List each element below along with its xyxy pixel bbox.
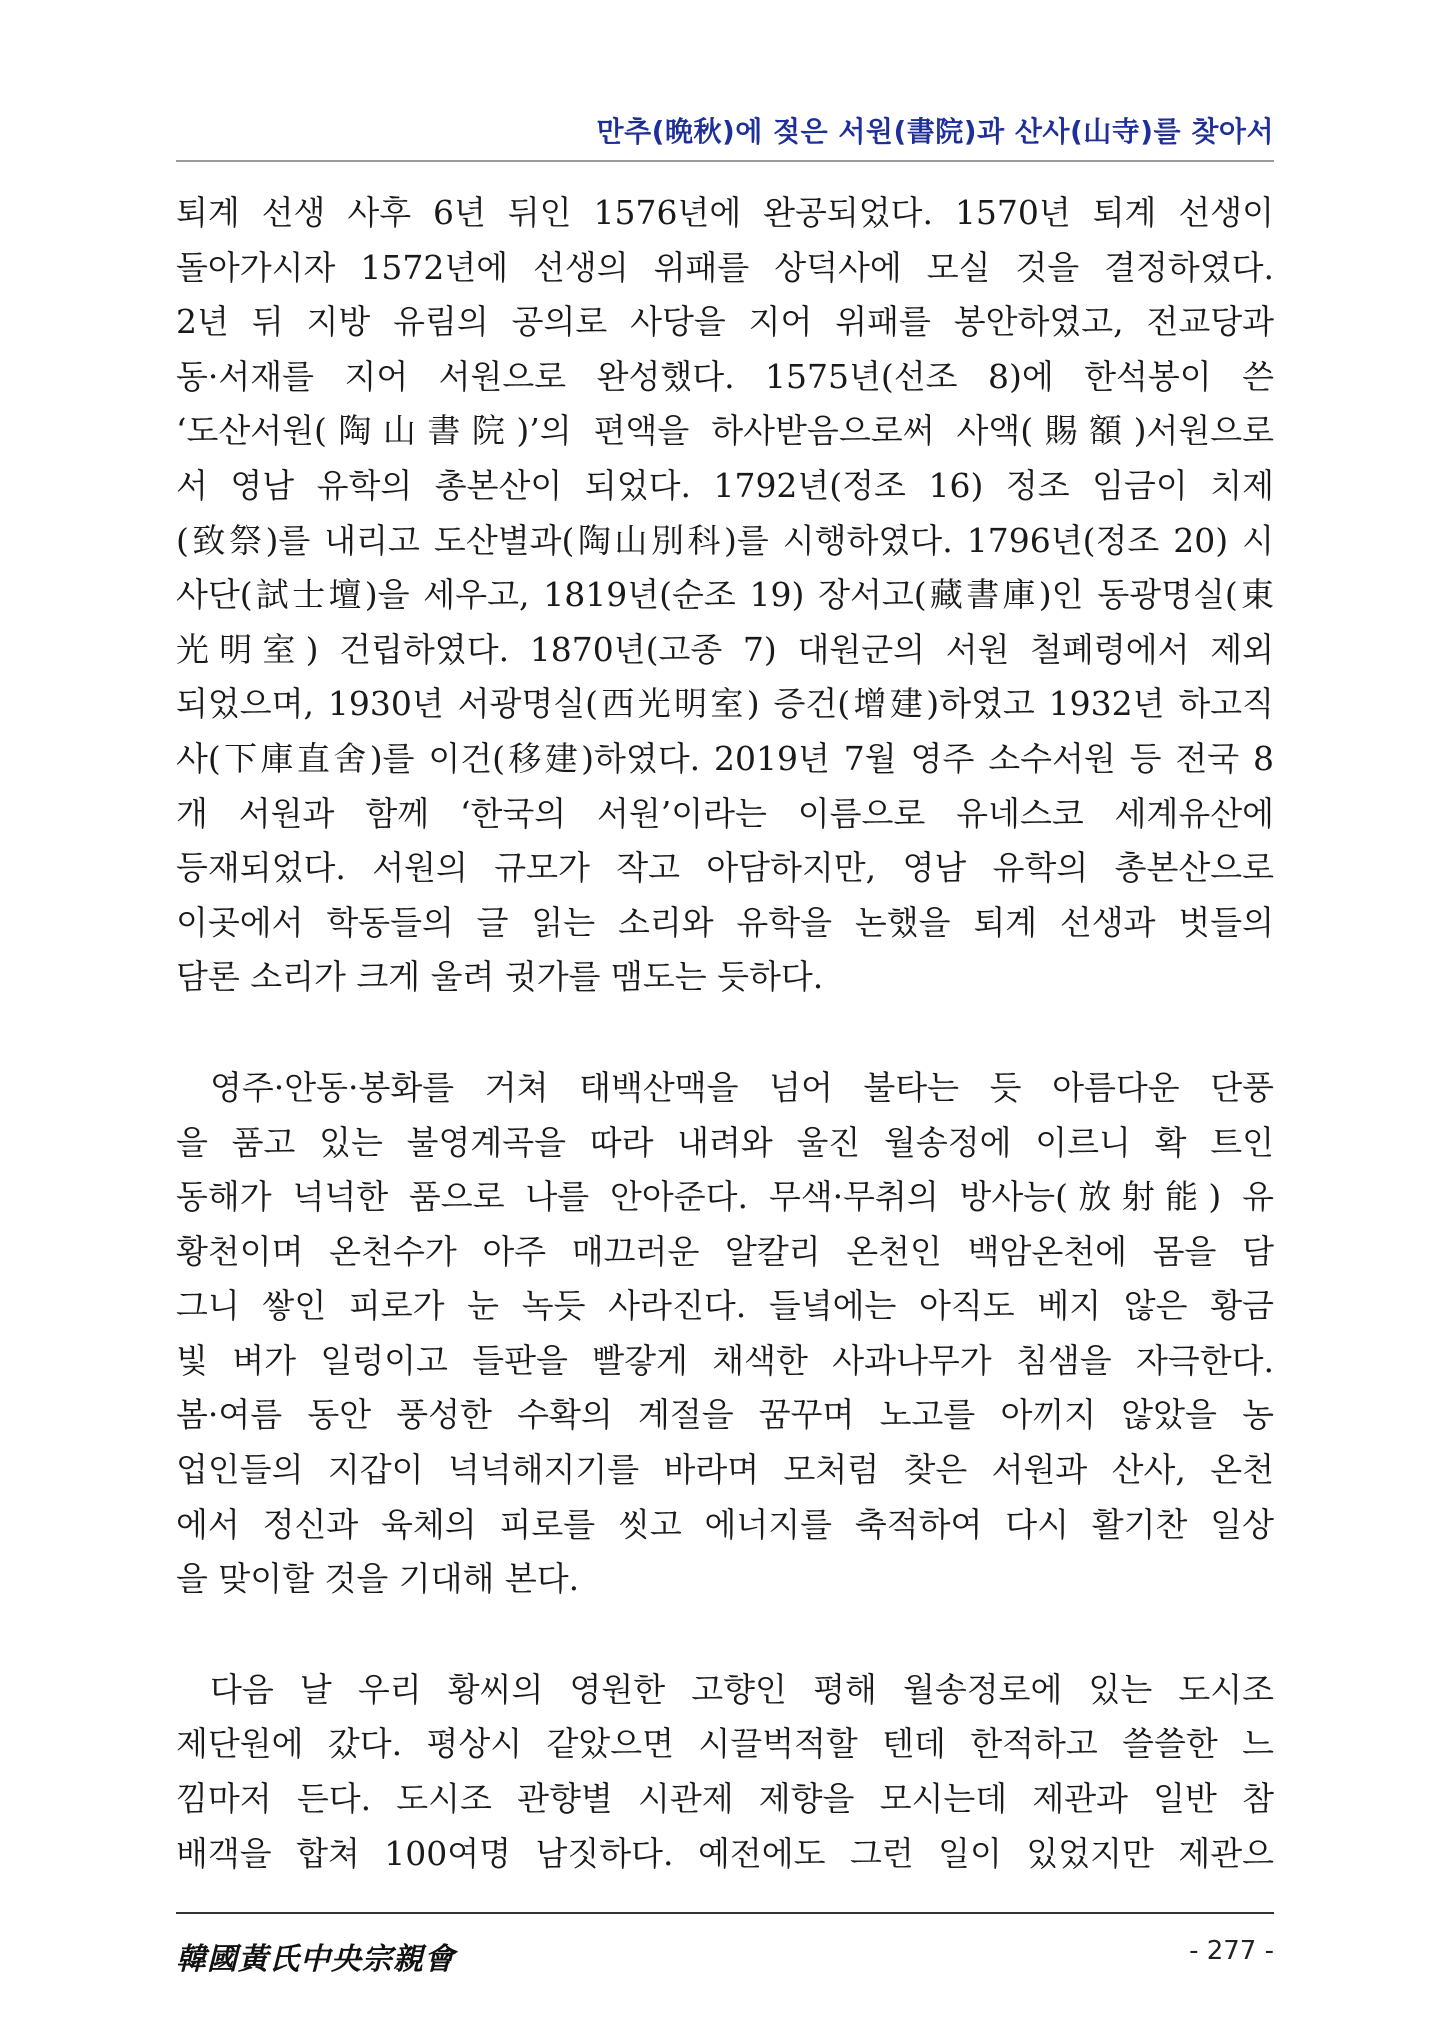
text-line: 사(下庫直舍)를 이건(移建)하였다. 2019년 7월 영주 소수서원 등 전국 8	[176, 738, 1274, 778]
text-line: (致祭)를 내리고 도산별과(陶山別科)를 시행하였다. 1796년(정조 20) 시	[176, 520, 1274, 560]
text-line: 이곳에서 학동들의 글 읽는 소리와 유학을 논했을 퇴계 선생과 벗들의	[176, 902, 1274, 942]
paragraph-2	[176, 1061, 1274, 1607]
text-line: 서 영남 유학의 총본산이 되었다. 1792년(정조 16) 정조 임금이 치제	[176, 465, 1274, 505]
text-line: 배객을 합쳐 100여명 남짓하다. 예전에도 그런 일이 있었지만 제관으	[176, 1833, 1274, 1873]
text-line: 업인들의 지갑이 넉넉해지기를 바라며 모처럼 찾은 서원과 산사, 온천	[176, 1450, 1274, 1490]
clan-association-logo: 韓國黃氏中央宗親會	[176, 1942, 455, 1977]
text-line: 영주·안동·봉화를 거쳐 태백산맥을 넘어 불타는 듯 아름다운 단풍	[210, 1067, 1274, 1107]
text-line: 에서 정신과 육체의 피로를 씻고 에너지를 축적하여 다시 활기찬 일상	[176, 1504, 1274, 1544]
text-line: 퇴계 선생 사후 6년 뒤인 1576년에 완공되었다. 1570년 퇴계 선생이	[176, 193, 1274, 232]
text-line: 봄·여름 동안 풍성한 수확의 계절을 꿈꾸며 노고를 아끼지 않았을 농	[176, 1395, 1274, 1435]
article-body	[176, 186, 1274, 1937]
text-line: 제단원에 갔다. 평상시 같았으면 시끌벅적할 텐데 한적하고 쓸쓸한 느	[176, 1724, 1274, 1764]
text-line: 황천이며 온천수가 아주 매끄러운 알칼리 온천인 백암온천에 몸을 담	[176, 1231, 1274, 1271]
text-line: 돌아가시자 1572년에 선생의 위패를 상덕사에 모실 것을 결정하였다.	[176, 247, 1274, 287]
text-line: 을 맞이할 것을 기대해 본다.	[176, 1559, 580, 1599]
text-line: 사단(試士壇)을 세우고, 1819년(순조 19) 장서고(藏書庫)인 동광명실(東	[176, 575, 1274, 615]
text-line: 을 품고 있는 불영계곡을 따라 내려와 울진 월송정에 이르니 확 트인	[176, 1122, 1274, 1162]
paragraph-1	[176, 186, 1274, 1005]
text-line: ‘도산서원(陶山書院)’의 편액을 하사받음으로써 사액(賜額)서원으로	[176, 411, 1274, 451]
text-line: 다음 날 우리 황씨의 영원한 고향인 평해 월송정로에 있는 도시조	[210, 1669, 1274, 1709]
text-line: 光明室) 건립하였다. 1870년(고종 7) 대원군의 서원 철폐령에서 제외	[176, 629, 1274, 669]
paragraph-3	[176, 1663, 1274, 1881]
text-line: 그니 쌓인 피로가 눈 녹듯 사라진다. 들녘에는 아직도 베지 않은 황금	[176, 1286, 1274, 1326]
running-header	[176, 104, 1274, 162]
text-line: 담론 소리가 크게 울려 귓가를 맴도는 듯하다.	[176, 957, 824, 997]
text-line: 동해가 넉넉한 품으로 나를 안아준다. 무색·무취의 방사능(放射能) 유	[176, 1177, 1274, 1217]
text-line: 낌마저 든다. 도시조 관향별 시관제 제향을 모시는데 제관과 일반 참	[176, 1779, 1274, 1819]
header-title: 만추(晩秋)에 젖은 서원(書院)과 산사(山寺)를 찾아서	[596, 115, 1274, 148]
text-line: 빛 벼가 일렁이고 들판을 빨갛게 채색한 사과나무가 침샘을 자극한다.	[176, 1340, 1274, 1380]
text-line: 개 서원과 함께 ‘한국의 서원’이라는 이름으로 유네스코 세계유산에	[176, 793, 1274, 833]
text-line: 되었으며, 1930년 서광명실(西光明室) 증건(增建)하였고 1932년 하고직	[176, 684, 1274, 724]
page-number: - 277 -	[1189, 1936, 1274, 1966]
text-line: 2년 뒤 지방 유림의 공의로 사당을 지어 위패를 봉안하였고, 전교당과	[176, 302, 1274, 342]
page-footer	[176, 1912, 1274, 1984]
text-line: 등재되었다. 서원의 규모가 작고 아담하지만, 영남 유학의 총본산으로	[176, 848, 1274, 888]
text-line: 동·서재를 지어 서원으로 완성했다. 1575년(선조 8)에 한석봉이 쓴	[176, 356, 1274, 396]
